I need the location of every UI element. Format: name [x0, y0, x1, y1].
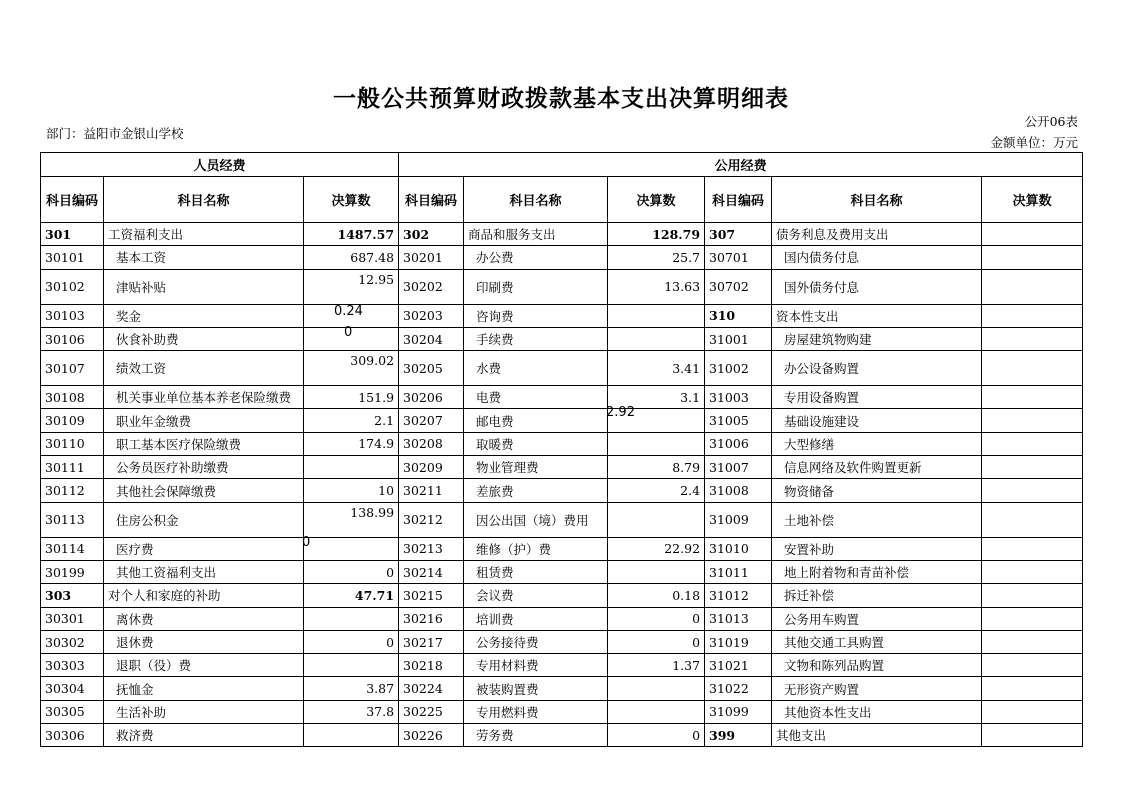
header-code: 科目编码: [705, 177, 772, 223]
subject-name: 生活补助: [104, 700, 304, 723]
table-row: [41, 351, 1083, 386]
table-row: [41, 269, 1083, 304]
subject-name: 绩效工资: [104, 351, 304, 386]
subject-code: 30304: [41, 677, 104, 700]
amount-cell: 0: [304, 630, 399, 653]
subject-name: 专用燃料费: [464, 700, 608, 723]
subject-name: 会议费: [464, 584, 608, 607]
amount-cell: [982, 386, 1083, 409]
header-amount: 决算数: [982, 177, 1083, 223]
amount-cell: [982, 304, 1083, 327]
amount-cell: 2.1: [304, 409, 399, 432]
table-row: [41, 700, 1083, 723]
header-name: 科目名称: [464, 177, 608, 223]
subject-name: 公务接待费: [464, 630, 608, 653]
table-row: [41, 304, 1083, 327]
amount-cell: [982, 456, 1083, 479]
amount-cell: 309.02: [304, 351, 399, 386]
header-amount: 决算数: [608, 177, 705, 223]
subject-name: 租赁费: [464, 560, 608, 583]
amount-cell: 8.79: [608, 456, 705, 479]
subject-code: 30214: [399, 560, 464, 583]
amount-cell: [304, 607, 399, 630]
subject-name: 土地补偿: [772, 502, 982, 537]
header-name: 科目名称: [104, 177, 304, 223]
subject-name: 办公费: [464, 246, 608, 269]
amount-cell: 1487.57: [304, 223, 399, 246]
subject-code: 30111: [41, 456, 104, 479]
subject-name: 专用设备购置: [772, 386, 982, 409]
amount-cell: 22.92: [608, 537, 705, 560]
subject-code: 30202: [399, 269, 464, 304]
amount-cell: [982, 700, 1083, 723]
subject-name: 专用材料费: [464, 654, 608, 677]
subject-code: 31006: [705, 432, 772, 455]
subject-name: 物业管理费: [464, 456, 608, 479]
subject-name: 取暖费: [464, 432, 608, 455]
subject-code: 31005: [705, 409, 772, 432]
amount-cell: [982, 351, 1083, 386]
subject-code: 301: [41, 223, 104, 246]
subject-name: 救济费: [104, 724, 304, 747]
subject-code: 31010: [705, 537, 772, 560]
subject-name: 奖金: [104, 304, 304, 327]
amount-cell: [982, 724, 1083, 747]
subject-name: 津贴补贴: [104, 269, 304, 304]
amount-cell: 687.48: [304, 246, 399, 269]
amount-cell: [304, 324, 399, 350]
subject-name: 伙食补助费: [104, 327, 304, 350]
amount-cell: [982, 223, 1083, 246]
amount-cell: [608, 677, 705, 700]
amount-cell: [982, 479, 1083, 502]
amount-cell: [982, 537, 1083, 560]
overlay-amount: 0.24: [334, 303, 363, 319]
amount-cell: [982, 560, 1083, 583]
group-public: 公用经费: [399, 153, 1083, 177]
subject-name: 水费: [464, 351, 608, 386]
subject-code: 30103: [41, 304, 104, 327]
amount-cell: 0: [608, 607, 705, 630]
subject-name: 公务员医疗补助缴费: [104, 456, 304, 479]
subject-name: 其他工资福利支出: [104, 560, 304, 583]
amount-unit: 金额单位：万元: [990, 135, 1078, 150]
subject-code: 30199: [41, 560, 104, 583]
amount-cell: [982, 432, 1083, 455]
subject-code: 310: [705, 304, 772, 327]
subject-name: 信息网络及软件购置更新: [772, 456, 982, 479]
subject-name: 基本工资: [104, 246, 304, 269]
subject-name: 无形资产购置: [772, 677, 982, 700]
subject-name: 咨询费: [464, 304, 608, 327]
subject-name: 职工基本医疗保险缴费: [104, 432, 304, 455]
table-row: [41, 630, 1083, 653]
subject-name: 大型修缮: [772, 432, 982, 455]
subject-code: 30112: [41, 479, 104, 502]
subject-code: 30303: [41, 654, 104, 677]
subject-code: 31009: [705, 502, 772, 537]
subject-name: 国内债务付息: [772, 246, 982, 269]
amount-cell: 0: [304, 560, 399, 583]
amount-cell: 138.99: [304, 502, 399, 537]
amount-cell: 3.41: [608, 351, 705, 386]
table-row: [41, 677, 1083, 700]
subject-code: 30102: [41, 269, 104, 304]
amount-cell: 12.95: [304, 269, 399, 304]
amount-cell: 3.1: [608, 386, 705, 409]
amount-cell: [608, 327, 705, 350]
subject-code: 31099: [705, 700, 772, 723]
subject-code: 30302: [41, 630, 104, 653]
subject-name: 工资福利支出: [104, 223, 304, 246]
subject-code: 30209: [399, 456, 464, 479]
amount-cell: [982, 630, 1083, 653]
subject-name: 职业年金缴费: [104, 409, 304, 432]
amount-cell: [608, 700, 705, 723]
subject-code: 30217: [399, 630, 464, 653]
subject-name: 资本性支出: [772, 304, 982, 327]
subject-name: 退职（役）费: [104, 654, 304, 677]
subject-code: 31013: [705, 607, 772, 630]
amount-cell: 25.7: [608, 246, 705, 269]
subject-name: 债务利息及费用支出: [772, 223, 982, 246]
subject-code: 30108: [41, 386, 104, 409]
subject-name: 手续费: [464, 327, 608, 350]
subject-code: 303: [41, 584, 104, 607]
subject-name: 机关事业单位基本养老保险缴费: [104, 386, 304, 409]
subject-name: 其他资本性支出: [772, 700, 982, 723]
subject-name: 差旅费: [464, 479, 608, 502]
subject-code: 31008: [705, 479, 772, 502]
subject-code: 30207: [399, 409, 464, 432]
amount-cell: [606, 405, 705, 432]
subject-code: 30305: [41, 700, 104, 723]
subject-code: 30213: [399, 537, 464, 560]
subject-code: 31012: [705, 584, 772, 607]
subject-code: 30110: [41, 432, 104, 455]
subject-code: 31007: [705, 456, 772, 479]
subject-code: 30212: [399, 502, 464, 537]
subject-code: 30225: [399, 700, 464, 723]
table-row: [41, 246, 1083, 269]
amount-cell: 47.71: [304, 584, 399, 607]
subject-name: 文物和陈列品购置: [772, 654, 982, 677]
subject-code: 30216: [399, 607, 464, 630]
amount-cell: 128.79: [608, 223, 705, 246]
table-row: [41, 537, 1083, 560]
subject-name: 其他支出: [772, 724, 982, 747]
subject-code: 31019: [705, 630, 772, 653]
amount-cell: [608, 560, 705, 583]
subject-code: 399: [705, 724, 772, 747]
amount-cell: [608, 304, 705, 327]
table-row: [41, 327, 1083, 350]
amount-cell: 174.9: [304, 432, 399, 455]
amount-cell: 1.37: [608, 654, 705, 677]
table-row: [41, 607, 1083, 630]
form-number: 公开06表: [1024, 114, 1078, 129]
overlay-amount: 0: [302, 534, 311, 550]
subject-code: 30204: [399, 327, 464, 350]
subject-code: 30306: [41, 724, 104, 747]
subject-code: 302: [399, 223, 464, 246]
subject-code: 31001: [705, 327, 772, 350]
subject-name: 基础设施建设: [772, 409, 982, 432]
amount-cell: [304, 724, 399, 747]
amount-cell: [304, 654, 399, 677]
report-title: 一般公共预算财政拨款基本支出决算明细表: [333, 85, 789, 112]
subject-name: 被装购置费: [464, 677, 608, 700]
amount-cell: [982, 584, 1083, 607]
table-row: [41, 502, 1083, 537]
overlay-amount: 2.92: [606, 405, 635, 421]
subject-name: 劳务费: [464, 724, 608, 747]
subject-name: 对个人和家庭的补助: [104, 584, 304, 607]
amount-cell: 0: [608, 630, 705, 653]
subject-code: 30203: [399, 304, 464, 327]
subject-code: 30211: [399, 479, 464, 502]
subject-code: 30107: [41, 351, 104, 386]
subject-name: 印刷费: [464, 269, 608, 304]
table-row: [41, 223, 1083, 246]
amount-cell: [608, 502, 705, 537]
subject-name: 医疗费: [104, 537, 304, 560]
amount-cell: [302, 534, 399, 560]
amount-cell: [982, 607, 1083, 630]
amount-cell: 13.63: [608, 269, 705, 304]
amount-cell: [982, 246, 1083, 269]
subject-name: 地上附着物和青苗补偿: [772, 560, 982, 583]
amount-cell: [982, 409, 1083, 432]
amount-cell: 10: [304, 479, 399, 502]
amount-cell: [982, 677, 1083, 700]
subject-code: 307: [705, 223, 772, 246]
subject-code: 30301: [41, 607, 104, 630]
subject-code: 30106: [41, 327, 104, 350]
subject-code: 30224: [399, 677, 464, 700]
table-row: [41, 479, 1083, 502]
subject-name: 离休费: [104, 607, 304, 630]
subject-name: 电费: [464, 386, 608, 409]
amount-cell: 0.18: [608, 584, 705, 607]
subject-code: 30215: [399, 584, 464, 607]
amount-cell: [982, 502, 1083, 537]
header-amount: 决算数: [304, 177, 399, 223]
subject-name: 邮电费: [464, 409, 608, 432]
subject-code: 30206: [399, 386, 464, 409]
subject-name: 抚恤金: [104, 677, 304, 700]
subject-name: 退休费: [104, 630, 304, 653]
table-row: [41, 654, 1083, 677]
subject-name: 商品和服务支出: [464, 223, 608, 246]
department-label: 部门：益阳市金银山学校: [46, 126, 184, 141]
subject-code: 31011: [705, 560, 772, 583]
header-code: 科目编码: [41, 177, 104, 223]
amount-cell: 2.4: [608, 479, 705, 502]
subject-code: 30101: [41, 246, 104, 269]
amount-cell: 0: [608, 724, 705, 747]
table-row: [41, 409, 1083, 432]
amount-cell: [608, 432, 705, 455]
table-row: [41, 584, 1083, 607]
subject-code: 30205: [399, 351, 464, 386]
amount-cell: [982, 327, 1083, 350]
amount-cell: 151.9: [304, 386, 399, 409]
subject-name: 房屋建筑物购建: [772, 327, 982, 350]
subject-name: 安置补助: [772, 537, 982, 560]
amount-cell: [982, 269, 1083, 304]
subject-name: 住房公积金: [104, 502, 304, 537]
subject-code: 30701: [705, 246, 772, 269]
amount-cell: 3.87: [304, 677, 399, 700]
subject-code: 30218: [399, 654, 464, 677]
subject-name: 拆迁补偿: [772, 584, 982, 607]
subject-code: 30226: [399, 724, 464, 747]
amount-cell: [982, 654, 1083, 677]
subject-code: 30201: [399, 246, 464, 269]
subject-code: 30109: [41, 409, 104, 432]
subject-code: 30208: [399, 432, 464, 455]
table-row: [41, 386, 1083, 409]
subject-code: 30113: [41, 502, 104, 537]
header-code: 科目编码: [399, 177, 464, 223]
subject-code: 30114: [41, 537, 104, 560]
subject-name: 办公设备购置: [772, 351, 982, 386]
subject-name: 国外债务付息: [772, 269, 982, 304]
expenditure-table: [40, 152, 1083, 747]
subject-name: 因公出国（境）费用: [464, 502, 608, 537]
subject-name: 其他社会保障缴费: [104, 479, 304, 502]
amount-cell: [304, 456, 399, 479]
table-row: [41, 724, 1083, 747]
subject-code: 30702: [705, 269, 772, 304]
subject-name: 培训费: [464, 607, 608, 630]
subject-code: 31003: [705, 386, 772, 409]
group-personnel: 人员经费: [41, 153, 399, 177]
subject-code: 31002: [705, 351, 772, 386]
subject-name: 维修（护）费: [464, 537, 608, 560]
subject-code: 31022: [705, 677, 772, 700]
table-row: [41, 432, 1083, 455]
subject-name: 物资储备: [772, 479, 982, 502]
subject-name: 其他交通工具购置: [772, 630, 982, 653]
amount-cell: 37.8: [304, 700, 399, 723]
subject-name: 公务用车购置: [772, 607, 982, 630]
amount-cell: [304, 304, 399, 327]
header-name: 科目名称: [772, 177, 982, 223]
table-row: [41, 560, 1083, 583]
overlay-amount: 0: [344, 324, 353, 340]
subject-code: 31021: [705, 654, 772, 677]
table-row: [41, 456, 1083, 479]
